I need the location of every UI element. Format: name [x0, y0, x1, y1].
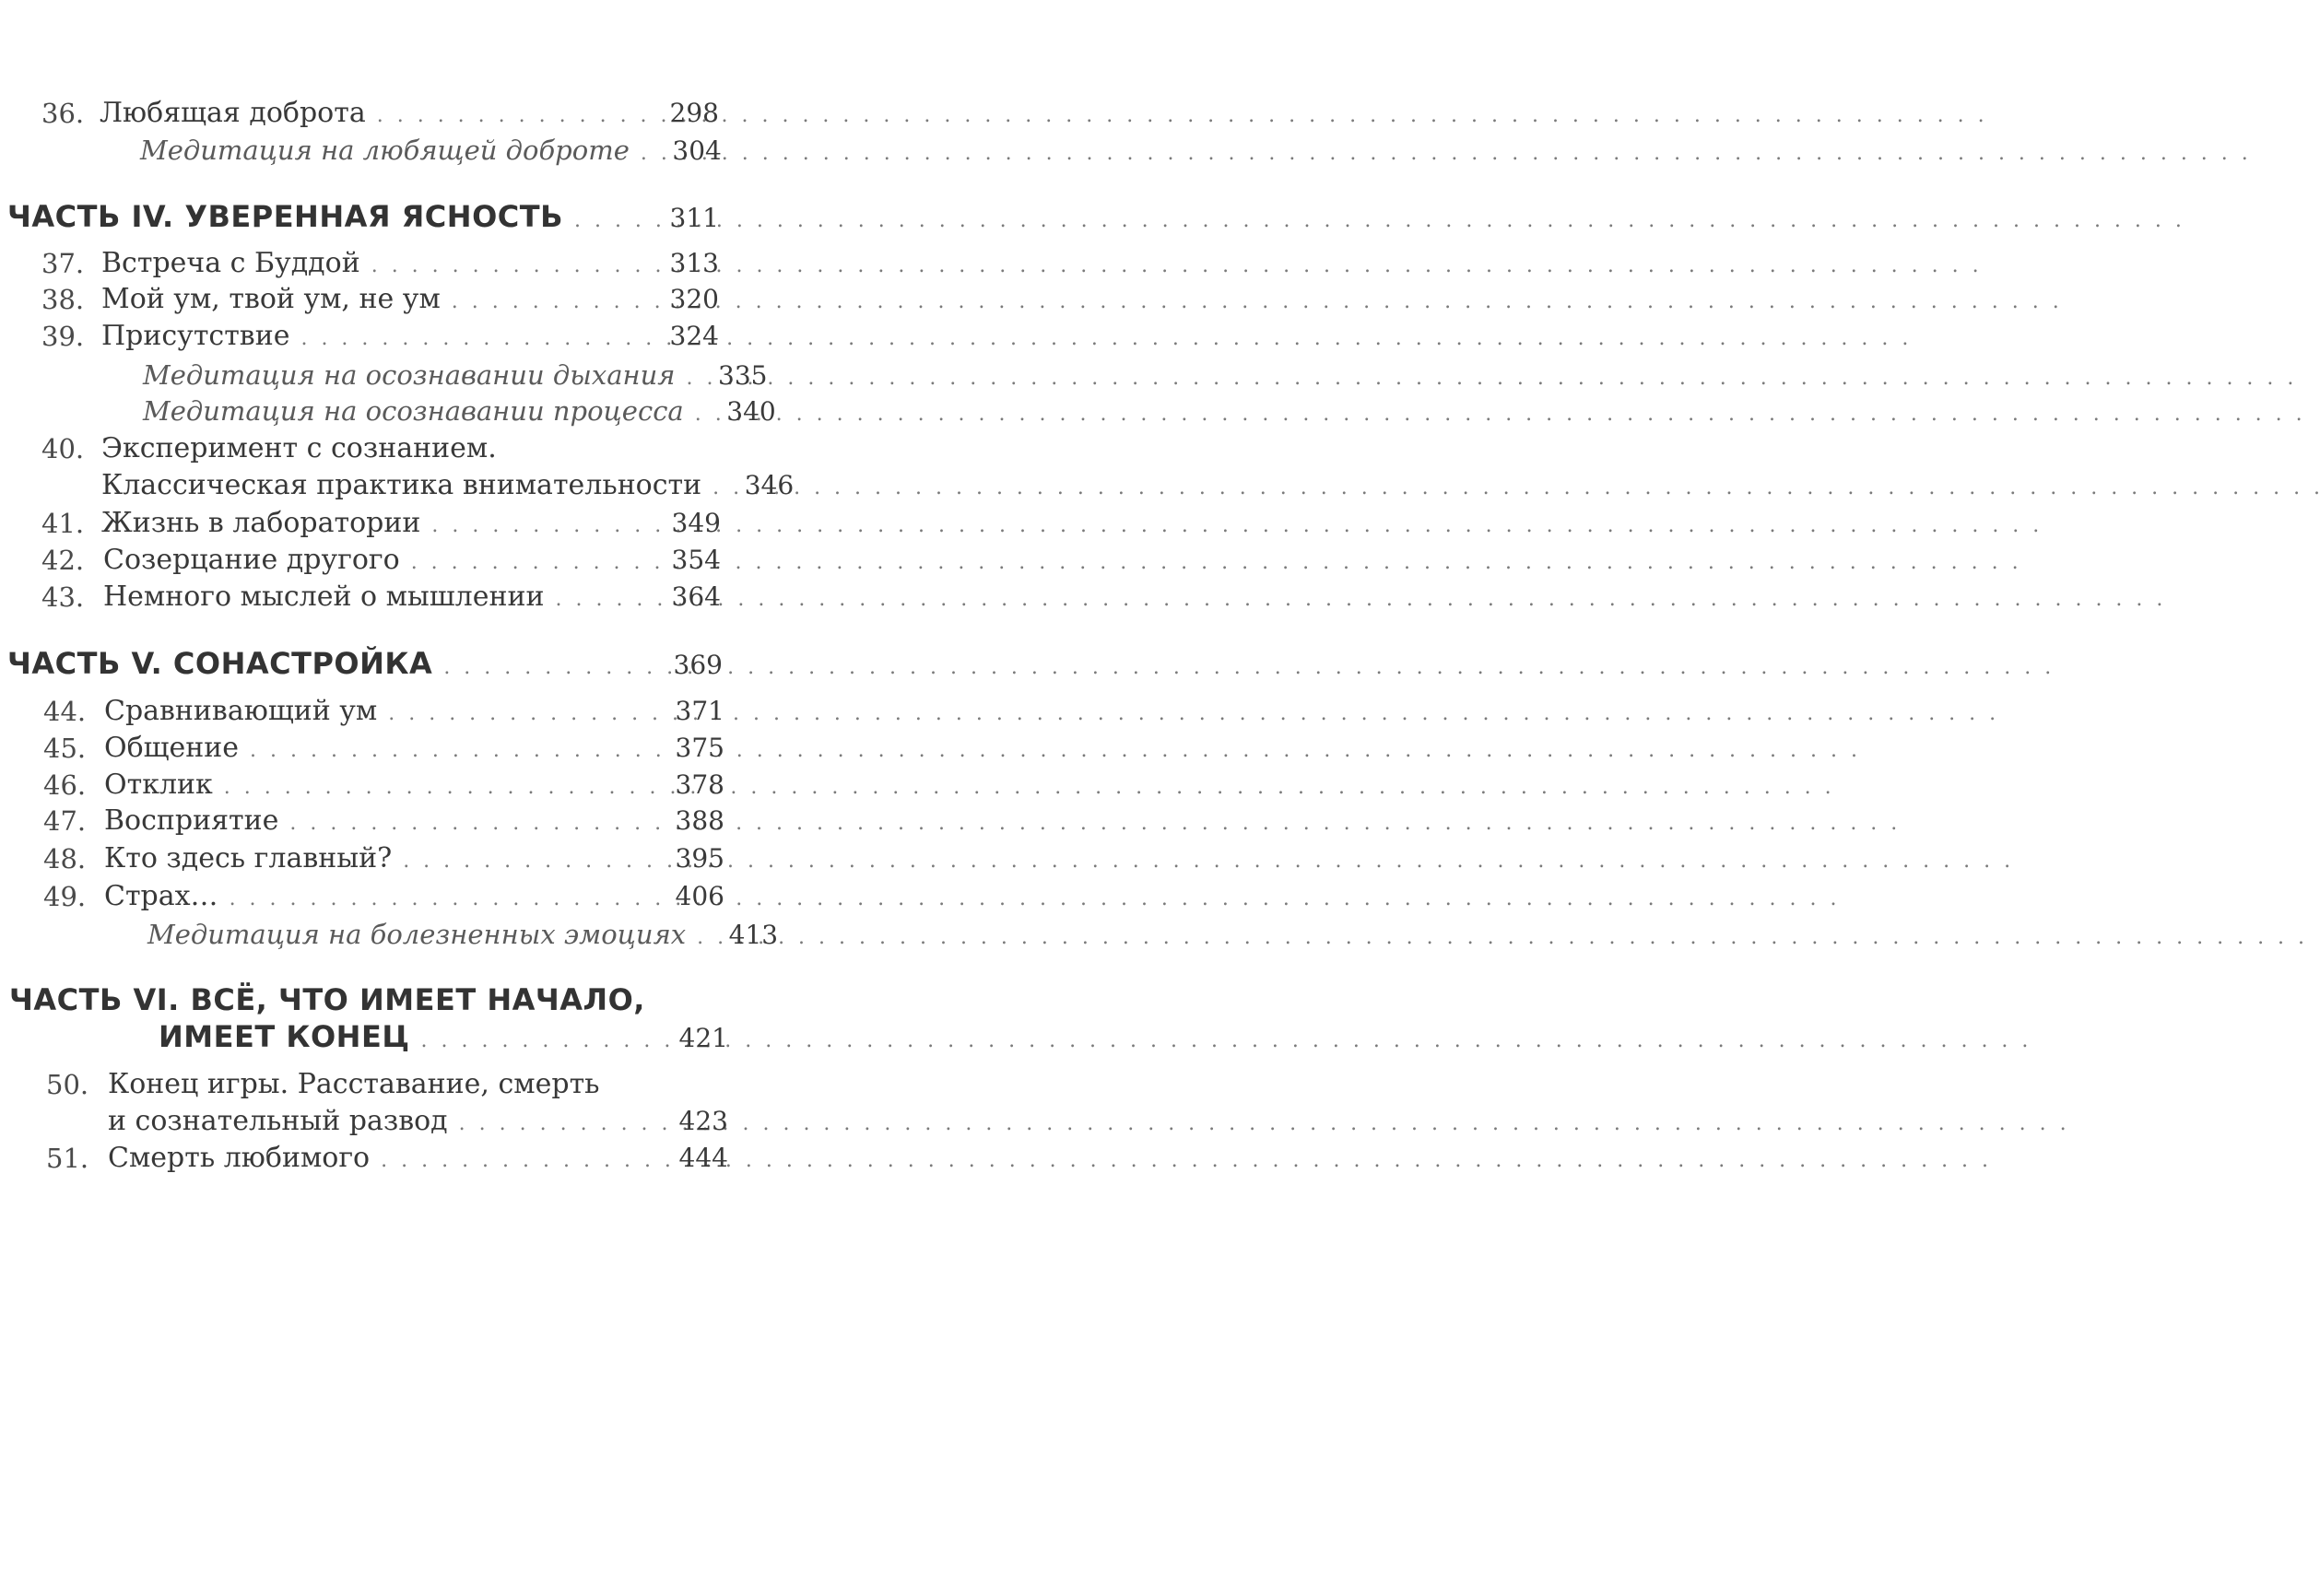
- toc-entry[interactable]: [0, 1064, 922, 1105]
- entry-number: 44.: [43, 696, 87, 727]
- entry-title-line-2: Классическая практика внимательности: [101, 469, 702, 501]
- page-number: 311: [669, 203, 719, 233]
- page-number: 406: [675, 881, 724, 911]
- toc-entry[interactable]: [0, 691, 922, 732]
- page-number: 444: [678, 1143, 728, 1173]
- dot-leader: [641, 142, 650, 165]
- toc-meditation[interactable]: [0, 391, 922, 431]
- dot-leader: [695, 403, 704, 426]
- toc-meditation[interactable]: [0, 914, 922, 955]
- page-number: 421: [678, 1023, 728, 1053]
- entry-title-line-2: и сознательный развод: [108, 1105, 448, 1137]
- page-number: 413: [728, 920, 779, 950]
- meditation-title: Медитация на осознавании дыхания: [143, 359, 676, 391]
- toc-entry[interactable]: [0, 728, 922, 769]
- entry-number: 41.: [41, 508, 85, 539]
- toc-part-heading[interactable]: [0, 643, 922, 684]
- page-number: 320: [669, 284, 719, 314]
- toc-entry[interactable]: [0, 577, 922, 617]
- toc-entry[interactable]: [0, 540, 922, 581]
- entry-title: Сравнивающий ум: [104, 695, 378, 727]
- page-number: 298: [669, 98, 719, 128]
- dot-leader: [459, 1112, 656, 1135]
- entry-title-line-1: Конец игры. Расставание, смерть: [108, 1068, 600, 1100]
- dot-leader: [377, 104, 647, 127]
- page-number: 423: [678, 1106, 728, 1136]
- page-number: 313: [669, 248, 719, 278]
- entry-title: Отклик: [104, 769, 213, 801]
- entry-number: 47.: [43, 805, 87, 837]
- toc-part-heading[interactable]: [0, 196, 922, 237]
- entry-number: 49.: [43, 881, 87, 912]
- toc-entry[interactable]: [0, 765, 922, 805]
- part-title: ЧАСТЬ V. СОНАСТРОЙКА: [7, 646, 433, 681]
- toc-entry[interactable]: [0, 1138, 922, 1179]
- entry-number: 36.: [41, 98, 85, 129]
- entry-number: 39.: [41, 321, 85, 352]
- page-number: 388: [675, 805, 724, 836]
- entry-title: Присутствие: [101, 320, 290, 352]
- entry-title: Восприятие: [104, 804, 279, 837]
- page-number: 335: [718, 360, 768, 391]
- dot-leader: [686, 367, 695, 390]
- entry-number: 38.: [41, 284, 85, 315]
- entry-title: Мой ум, твой ум, не ум: [101, 283, 441, 315]
- page-number: 371: [675, 696, 724, 726]
- dot-leader: [381, 1149, 656, 1172]
- dot-leader: [555, 588, 649, 611]
- dot-leader: [421, 1029, 657, 1052]
- dot-leader: [371, 254, 647, 277]
- part-title-line-1: ЧАСТЬ VI. ВСЁ, ЧТО ИМЕЕТ НАЧАЛО,: [9, 982, 645, 1017]
- toc-entry[interactable]: [0, 503, 922, 544]
- dot-leader: [388, 702, 653, 725]
- meditation-title: Медитация на любящей доброте: [140, 135, 630, 166]
- entry-title: Немного мыслей о мышлении: [103, 581, 545, 613]
- page-number: 364: [671, 581, 721, 612]
- toc-entry-continuation[interactable]: [0, 465, 922, 506]
- page-number: 324: [669, 321, 719, 351]
- toc-entry[interactable]: [0, 428, 922, 469]
- page-number: 354: [671, 545, 721, 575]
- dot-leader: [230, 887, 653, 910]
- toc-part-heading[interactable]: [0, 980, 922, 1020]
- dot-leader: [697, 926, 706, 949]
- toc-entry[interactable]: [0, 279, 922, 320]
- page-number: 395: [675, 843, 724, 874]
- dot-leader: [300, 327, 647, 350]
- meditation-title: Медитация на болезненных эмоциях: [147, 919, 687, 950]
- page-number: 369: [673, 650, 723, 680]
- part-title-line-2: ИМЕЕТ КОНЕЦ: [159, 1019, 410, 1054]
- toc-part-heading-continuation[interactable]: [0, 1016, 922, 1057]
- dot-leader: [574, 209, 647, 232]
- entry-title: Страх…: [104, 880, 218, 912]
- toc-entry[interactable]: [0, 839, 922, 879]
- meditation-title: Медитация на осознавании процесса: [143, 395, 684, 427]
- page-number: 349: [671, 508, 721, 538]
- entry-number: 45.: [43, 733, 87, 764]
- dot-leader: [712, 476, 722, 499]
- toc-entry[interactable]: [0, 876, 922, 917]
- entry-title: Общение: [104, 732, 240, 764]
- entry-title: Созерцание другого: [103, 544, 400, 576]
- table-of-contents: [0, 0, 922, 1596]
- part-title: ЧАСТЬ IV. УВЕРЕННАЯ ЯСНОСТЬ: [7, 199, 563, 234]
- toc-meditation[interactable]: [0, 130, 922, 170]
- entry-number: 50.: [46, 1069, 89, 1100]
- entry-number: 48.: [43, 843, 87, 874]
- toc-entry-continuation[interactable]: [0, 1101, 922, 1142]
- entry-number: 40.: [41, 433, 85, 464]
- toc-entry[interactable]: [0, 243, 922, 284]
- toc-entry[interactable]: [0, 801, 922, 841]
- toc-meditation[interactable]: [0, 355, 922, 395]
- entry-title: Любящая доброта: [100, 97, 366, 129]
- entry-title: Жизнь в лаборатории: [101, 507, 421, 539]
- entry-title: Встреча с Буддой: [101, 247, 360, 279]
- dot-leader: [431, 514, 649, 537]
- page-number: 375: [675, 733, 724, 763]
- entry-number: 43.: [41, 581, 85, 613]
- dot-leader: [411, 551, 649, 574]
- entry-number: 51.: [46, 1143, 89, 1174]
- dot-leader: [443, 656, 651, 679]
- toc-entry[interactable]: [0, 316, 922, 357]
- entry-number: 46.: [43, 769, 87, 801]
- dot-leader: [403, 850, 653, 873]
- entry-title: Смерть любимого: [108, 1142, 371, 1174]
- entry-number: 37.: [41, 248, 85, 279]
- entry-title-line-1: Эксперимент с сознанием.: [101, 432, 497, 464]
- toc-entry[interactable]: [0, 93, 922, 134]
- entry-title: Кто здесь главный?: [104, 842, 393, 874]
- dot-leader: [224, 776, 653, 799]
- dot-leader: [250, 739, 653, 762]
- page-number: 346: [744, 470, 795, 500]
- page-number: 340: [726, 396, 776, 427]
- dot-leader: [452, 290, 647, 313]
- page-number: 378: [675, 769, 724, 800]
- dot-leader: [289, 812, 653, 835]
- page-number: 304: [672, 135, 722, 166]
- entry-number: 42.: [41, 545, 85, 576]
